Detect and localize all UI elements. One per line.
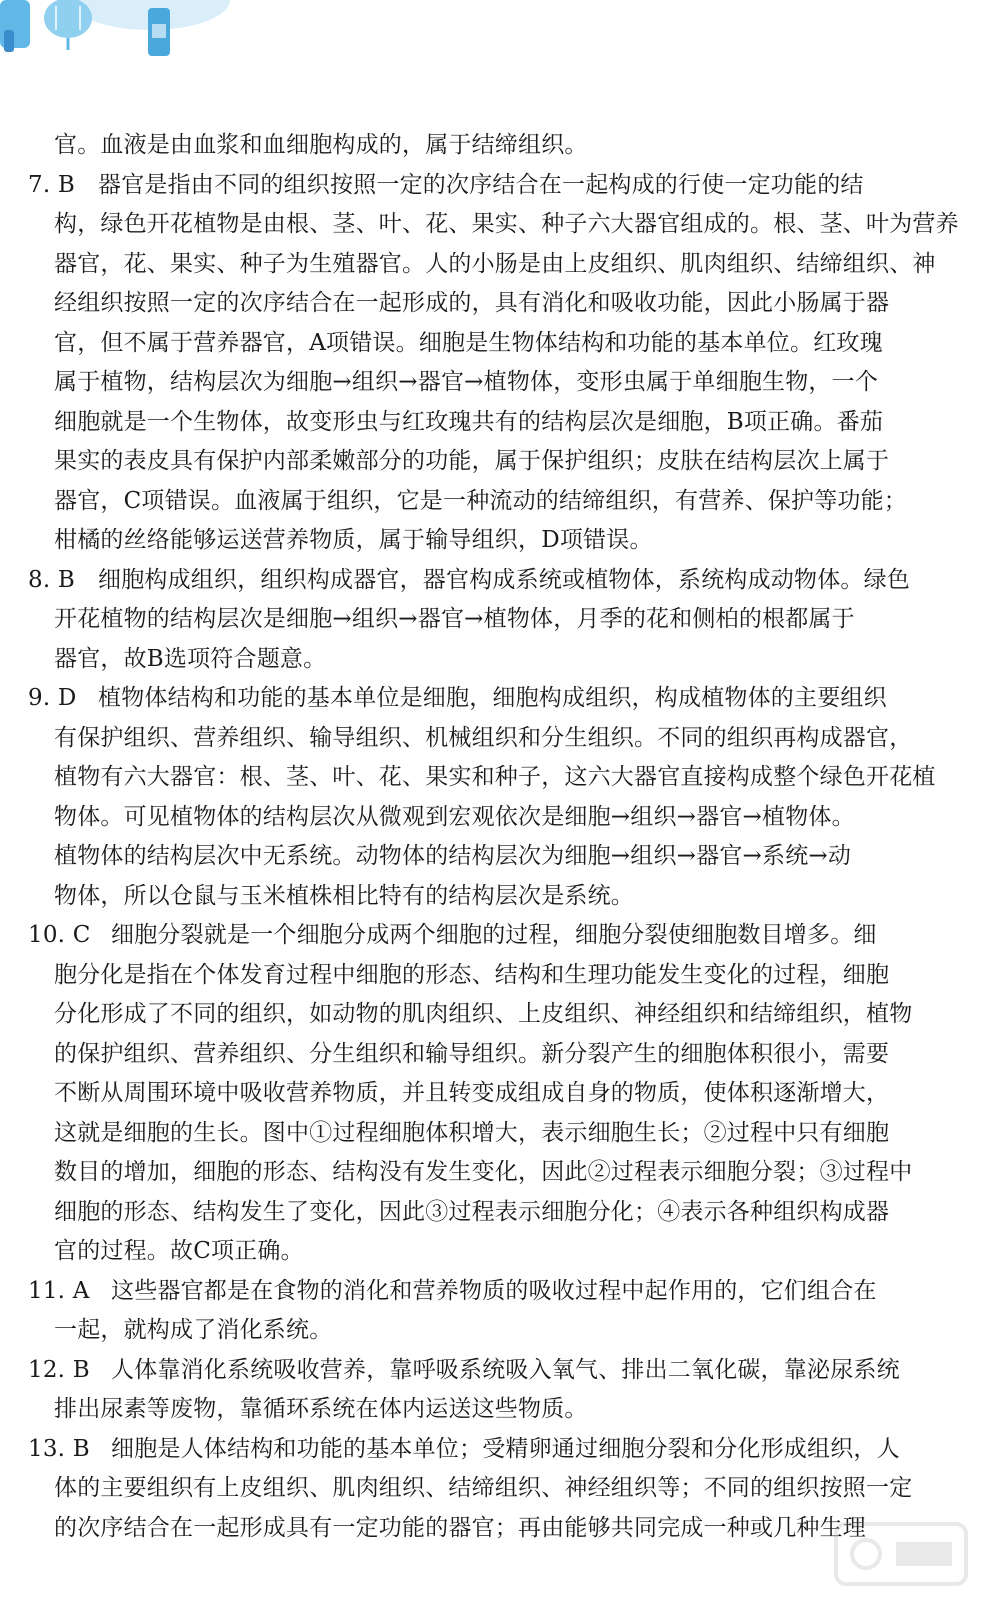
item-line: 排出尿素等废物，靠循环系统在体内运送这些物质。	[54, 1396, 588, 1422]
item-line: 官的过程。故C项正确。	[54, 1238, 304, 1264]
answer-item-8	[28, 561, 972, 680]
item-line: 器官，C项错误。血液属于组织，它是一种流动的结缔组织，有营养、保护等功能；	[54, 487, 907, 514]
item-line: 官，但不属于营养器官，A项错误。细胞是生物体结构和功能的基本单位。红玫瑰	[54, 329, 883, 356]
item-line: 器官，花、果实、种子为生殖器官。人的小肠是由上皮组织、肌肉组织、结缔组织、神	[54, 250, 936, 277]
item-line: 物体，所以仓鼠与玉米植株相比特有的结构层次是系统。	[54, 882, 634, 909]
item-line: 细胞的形态、结构发生了变化，因此③过程表示细胞分化；④表示各种组织构成器	[54, 1198, 890, 1225]
item-line: 数目的增加，细胞的形态、结构没有发生变化，因此②过程表示细胞分裂；③过程中	[54, 1159, 913, 1185]
item-first-line: 细胞构成组织，组织构成器官，器官构成系统或植物体，系统构成动物体。绿色	[98, 566, 910, 593]
item-first-line: 人体靠消化系统吸收营养，靠呼吸系统吸入氧气、排出二氧化碳，靠泌尿系统	[111, 1356, 900, 1383]
item-line: 分化形成了不同的组织，如动物的肌肉组织、上皮组织、神经组织和结缔组织，植物	[54, 1001, 913, 1027]
item-line: 植物有六大器官：根、茎、叶、花、果实和种子，这六大器官直接构成整个绿色开花植	[54, 764, 936, 790]
answer-item-12	[28, 1351, 972, 1430]
item-line: 有保护组织、营养组织、输导组织、机械组织和分生组织。不同的组织再构成器官，	[54, 724, 913, 751]
answer-text-block	[28, 126, 972, 1548]
header-decoration	[0, 0, 240, 62]
item-line: 一起，就构成了消化系统。	[54, 1317, 333, 1343]
item-number: 8. B	[28, 566, 75, 593]
item-first-line: 细胞分裂就是一个细胞分成两个细胞的过程，细胞分裂使细胞数目增多。细	[111, 922, 877, 948]
item-line: 物体。可见植物体的结构层次从微观到宏观依次是细胞→组织→器官→植物体。	[54, 803, 855, 830]
item-number: 12. B	[28, 1356, 90, 1383]
item-line: 胞分化是指在个体发育过程中细胞的形态、结构和生理功能发生变化的过程，细胞	[54, 961, 890, 988]
figure-icon	[0, 0, 30, 52]
item-line: 不断从周围环境中吸收营养物质，并且转变成组成自身的物质，使体积逐渐增大，	[54, 1080, 890, 1106]
item-line: 果实的表皮具有保护内部柔嫩部分的功能，属于保护组织；皮肤在结构层次上属于	[54, 448, 890, 474]
item-line: 的保护组织、营养组织、分生组织和输导组织。新分裂产生的细胞体积很小，需要	[54, 1040, 890, 1067]
item-line: 柑橘的丝络能够运送营养物质，属于输导组织，D项错误。	[54, 527, 653, 553]
lantern-icon	[44, 0, 92, 50]
item-first-line: 这些器官都是在食物的消化和营养物质的吸收过程中起作用的，它们组合在	[111, 1277, 877, 1304]
item-line: 体的主要组织有上皮组织、肌肉组织、结缔组织、神经组织等；不同的组织按照一定	[54, 1475, 913, 1501]
item-line: 属于植物，结构层次为细胞→组织→器官→植物体，变形虫属于单细胞生物，一个	[54, 369, 879, 395]
watermark-logo	[826, 1514, 976, 1594]
item-line: 器官，故B选项符合题意。	[54, 645, 327, 672]
item-first-line: 器官是指由不同的组织按照一定的次序结合在一起构成的行使一定功能的结	[98, 171, 864, 198]
item-line: 开花植物的结构层次是细胞→组织→器官→植物体，月季的花和侧柏的根都属于	[54, 606, 855, 632]
item-number: 10. C	[28, 922, 91, 948]
continuation-line: 官。血液是由血浆和血细胞构成的，属于结缔组织。	[54, 132, 588, 158]
item-number: 7. B	[28, 171, 75, 198]
item-first-line: 植物体结构和功能的基本单位是细胞，细胞构成组织，构成植物体的主要组织	[98, 685, 887, 711]
item-line: 这就是细胞的生长。图中①过程细胞体积增大，表示细胞生长；②过程中只有细胞	[54, 1119, 890, 1146]
item-line: 经组织按照一定的次序结合在一起形成的，具有消化和吸收功能，因此小肠属于器	[54, 290, 890, 316]
item-first-line: 细胞是人体结构和功能的基本单位；受精卵通过细胞分裂和分化形成组织，人	[111, 1435, 900, 1462]
item-line: 的次序结合在一起形成具有一定功能的器官；再由能够共同完成一种或几种生理	[54, 1514, 866, 1541]
answer-item-10	[28, 916, 972, 1272]
answer-item-11	[28, 1272, 972, 1351]
candle-icon	[148, 8, 170, 56]
item-number: 11. A	[28, 1277, 90, 1304]
answer-item-7	[28, 166, 972, 561]
item-line: 细胞就是一个生物体，故变形虫与红玫瑰共有的结构层次是细胞，B项正确。番茄	[54, 408, 884, 435]
answer-item-9	[28, 679, 972, 916]
item-number: 13. B	[28, 1435, 90, 1462]
item-line: 植物体的结构层次中无系统。动物体的结构层次为细胞→组织→器官→系统→动	[54, 843, 852, 869]
item-line: 构，绿色开花植物是由根、茎、叶、花、果实、种子六大器官组成的。根、茎、叶为营养	[54, 211, 959, 237]
item-number: 9. D	[28, 685, 77, 711]
